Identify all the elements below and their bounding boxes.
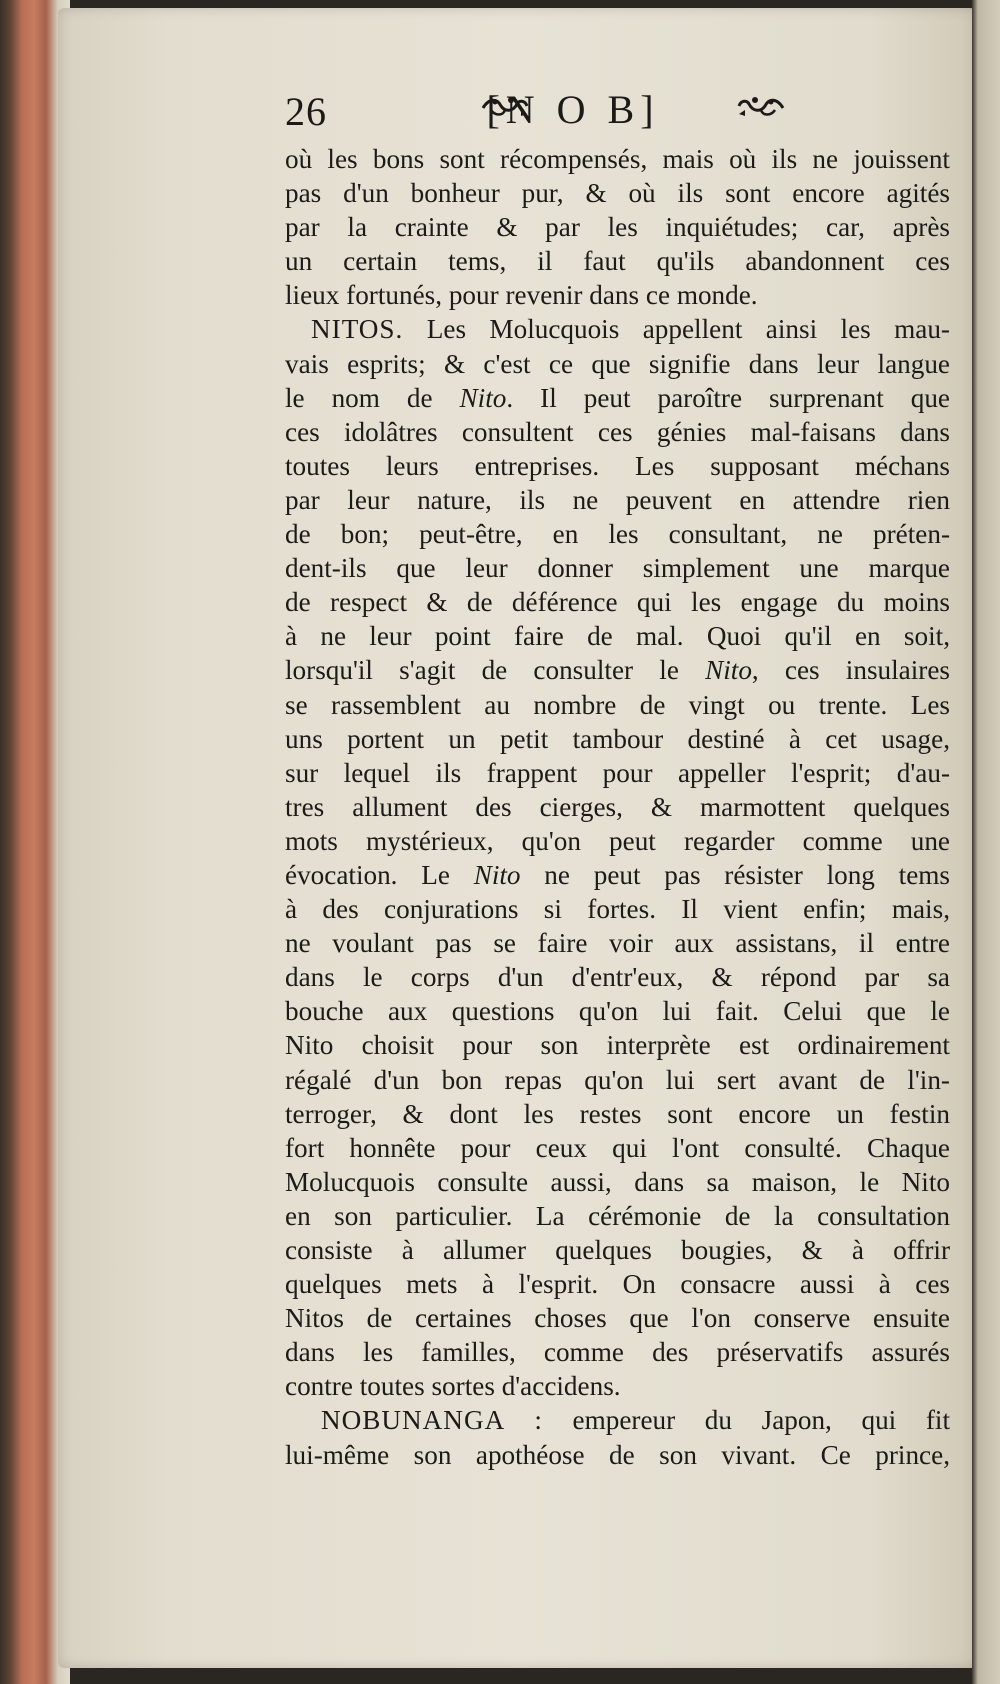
text-fragment: ne peut pas résister long tems bbox=[544, 859, 951, 890]
text-line: à ne leur point faire de mal. Quoi qu'il en soit, bbox=[285, 621, 950, 652]
text-line: par la crainte & par les inquiétudes; car, après bbox=[285, 212, 950, 243]
text-line: ne voulant pas se faire voir aux assistans, il entre bbox=[285, 928, 950, 959]
text-line: se rassemblent au nombre de vingt ou trente. Les bbox=[285, 689, 950, 720]
italic-term: Nito bbox=[473, 859, 521, 890]
text-fragment: lorsqu'il s'agit de consulter le bbox=[285, 655, 679, 686]
text-line: un certain tems, il faut qu'ils abandonnent ces bbox=[285, 246, 950, 277]
text-line: dent-ils que leur donner simplement une marque bbox=[285, 553, 950, 584]
text-line: lieux fortunés, pour revenir dans ce monde. bbox=[285, 280, 758, 311]
text-line: tres allument des cierges, & marmottent quelques bbox=[285, 791, 950, 822]
body-text bbox=[285, 142, 950, 1472]
facing-page-edge bbox=[972, 0, 1000, 1684]
text-fragment: Les Molucquois appellent ainsi les mau- bbox=[426, 314, 950, 345]
italic-term: Nito bbox=[705, 655, 752, 686]
text-fragment: évocation. Le bbox=[285, 859, 450, 890]
text-line: fort honnête pour ceux qui l'ont consulté. Chaque bbox=[285, 1132, 950, 1163]
text-line: à des conjurations si fortes. Il vient enfin; mais, bbox=[285, 894, 950, 925]
fleuron-ornament-icon bbox=[737, 94, 785, 120]
text-line: par leur nature, ils ne peuvent en attendre rien bbox=[285, 484, 950, 515]
text-line: où les bons sont récompensés, mais où ils ne jouissent bbox=[285, 144, 950, 174]
text-line: mots mystérieux, qu'on peut regarder comme une bbox=[285, 825, 950, 856]
text-line: uns portent un petit tambour destiné à cet usage, bbox=[285, 723, 950, 754]
text-line bbox=[285, 381, 950, 415]
text-line: Nitos de certaines choses que l'on conserve ensuite bbox=[285, 1303, 950, 1334]
text-line bbox=[285, 858, 950, 892]
text-line: de respect & de déférence qui les engage du moins bbox=[285, 587, 950, 618]
running-head-title: [N O B] bbox=[486, 87, 660, 132]
text-fragment: . Il peut paroître surprenant que bbox=[506, 382, 950, 413]
text-line: sur lequel ils frappent pour appeller l'esprit; d'au- bbox=[285, 757, 950, 788]
text-fragment: , ces insulaires bbox=[751, 655, 950, 686]
text-line: Nito choisit pour son interprète est ordinairement bbox=[285, 1030, 950, 1061]
text-line: ces idolâtres consultent ces génies mal-faisans dans bbox=[285, 416, 950, 447]
text-line: bouche aux questions qu'on lui fait. Celui que le bbox=[285, 996, 950, 1027]
text-line: de bon; peut-être, en les consultant, ne préten- bbox=[285, 519, 950, 550]
text-line: vais esprits; & c'est ce que signifie dans leur langue bbox=[285, 348, 950, 379]
running-head bbox=[285, 84, 945, 144]
text-line: Molucquois consulte aussi, dans sa maison, le Nito bbox=[285, 1166, 950, 1197]
text-line: dans le corps d'un d'entr'eux, & répond par sa bbox=[285, 962, 950, 993]
text-line: pas d'un bonheur pur, & où ils sont encore agités bbox=[285, 178, 950, 209]
text-fragment: le nom de bbox=[285, 382, 433, 413]
text-line: lui-même son apothéose de son vivant. Ce prince, bbox=[285, 1439, 950, 1470]
text-line: contre toutes sortes d'accidens. bbox=[285, 1371, 621, 1402]
entry-nitos-first-line bbox=[285, 312, 950, 346]
text-line: dans les familles, comme des préservatifs assurés bbox=[285, 1337, 950, 1368]
text-line: terroger, & dont les restes sont encore un festin bbox=[285, 1098, 950, 1129]
text-line: toutes leurs entreprises. Les supposant méchans bbox=[285, 450, 950, 481]
entry-nobunanga-first-line bbox=[285, 1403, 950, 1437]
entry-heading-nitos: NITOS. bbox=[311, 314, 404, 345]
italic-term: Nito bbox=[459, 382, 507, 413]
text-fragment: empereur du Japon, qui fit bbox=[572, 1405, 950, 1436]
text-line: en son particulier. La cérémonie de la consultation bbox=[285, 1200, 950, 1231]
text-line bbox=[285, 653, 950, 687]
text-line: quelques mets à l'esprit. On consacre aussi à ces bbox=[285, 1269, 950, 1300]
entry-heading-nobunanga: NOBUNANGA : bbox=[321, 1405, 543, 1436]
text-line: consiste à allumer quelques bougies, & à offrir bbox=[285, 1235, 950, 1265]
page-number: 26 bbox=[285, 89, 327, 134]
text-line: régalé d'un bon repas qu'on lui sert avant de l'in- bbox=[285, 1064, 950, 1095]
